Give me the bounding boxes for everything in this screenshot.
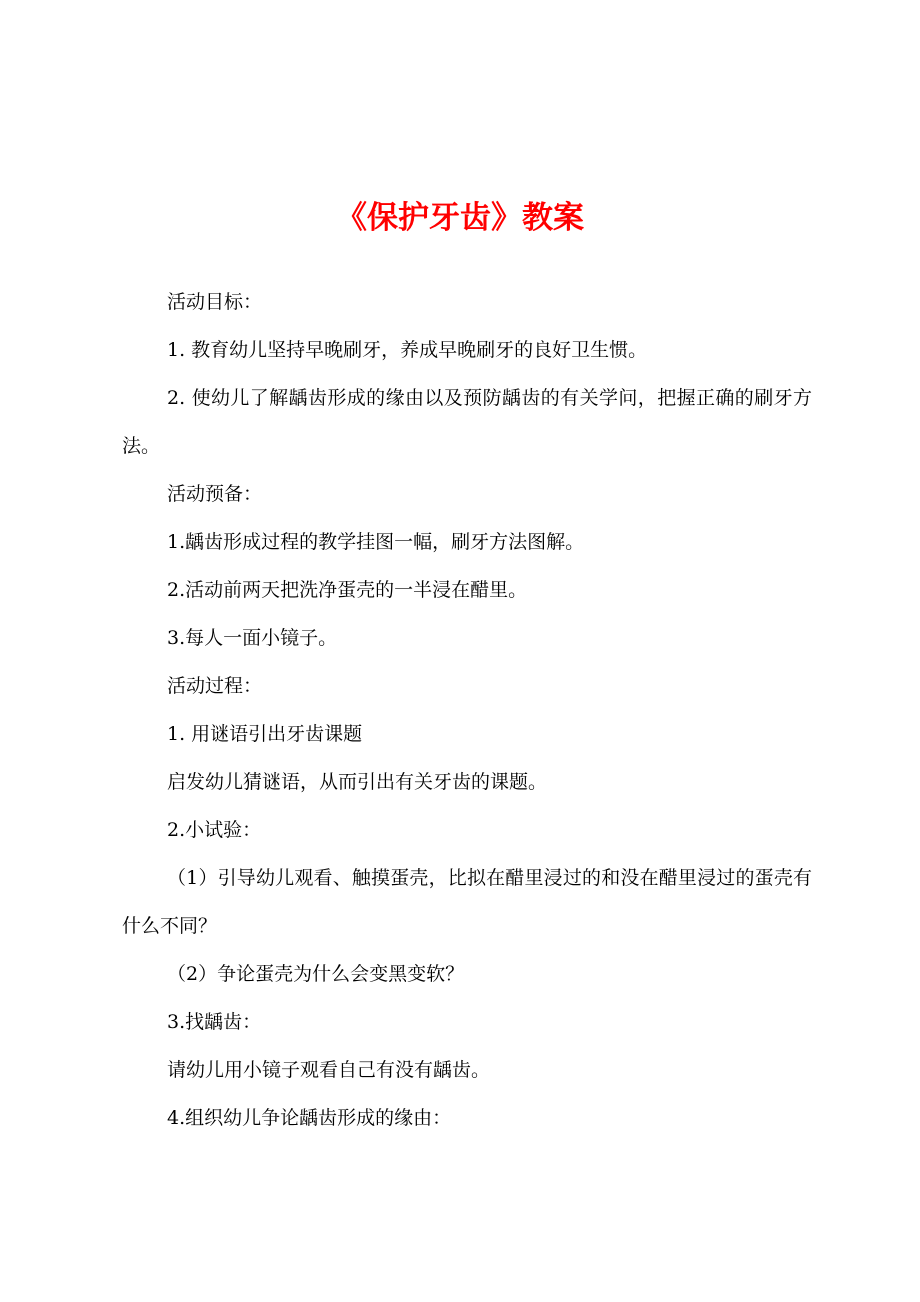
paragraph: 2.活动前两天把洗净蛋壳的一半浸在醋里。 (167, 579, 528, 601)
paragraph: 启发幼儿猜谜语，从而引出有关牙齿的课题。 (167, 771, 548, 793)
paragraph: 1. 用谜语引出牙齿课题 (167, 723, 363, 745)
document-title: 《保护牙齿》教案 (336, 200, 584, 236)
paragraph: 2. 使幼儿了解龋齿形成的缘由以及预防龋齿的有关学问，把握正确的刷牙方法。 (122, 387, 812, 457)
paragraph: 请幼儿用小镜子观看自己有没有龋齿。 (167, 1059, 491, 1081)
paragraph: （1）引导幼儿观看、触摸蛋壳，比拟在醋里浸过的和没在醋里浸过的蛋壳有什么不同？ (122, 867, 812, 937)
paragraph: （2）争论蛋壳为什么会变黑变软？ (167, 963, 465, 985)
paragraph: 4.组织幼儿争论龋齿形成的缘由： (167, 1107, 452, 1129)
document-body (122, 278, 812, 1142)
paragraph: 活动过程： (167, 675, 263, 697)
paragraph: 1. 教育幼儿坚持早晚刷牙，养成早晚刷牙的良好卫生惯。 (167, 339, 648, 361)
paragraph: 2.小试验： (167, 819, 262, 841)
paragraph: 3.找龋齿： (167, 1011, 262, 1033)
paragraph: 活动目标： (167, 291, 263, 313)
paragraph: 1.龋齿形成过程的教学挂图一幅，刷牙方法图解。 (167, 531, 585, 553)
paragraph: 3.每人一面小镜子。 (167, 627, 338, 649)
paragraph: 活动预备： (167, 483, 263, 505)
